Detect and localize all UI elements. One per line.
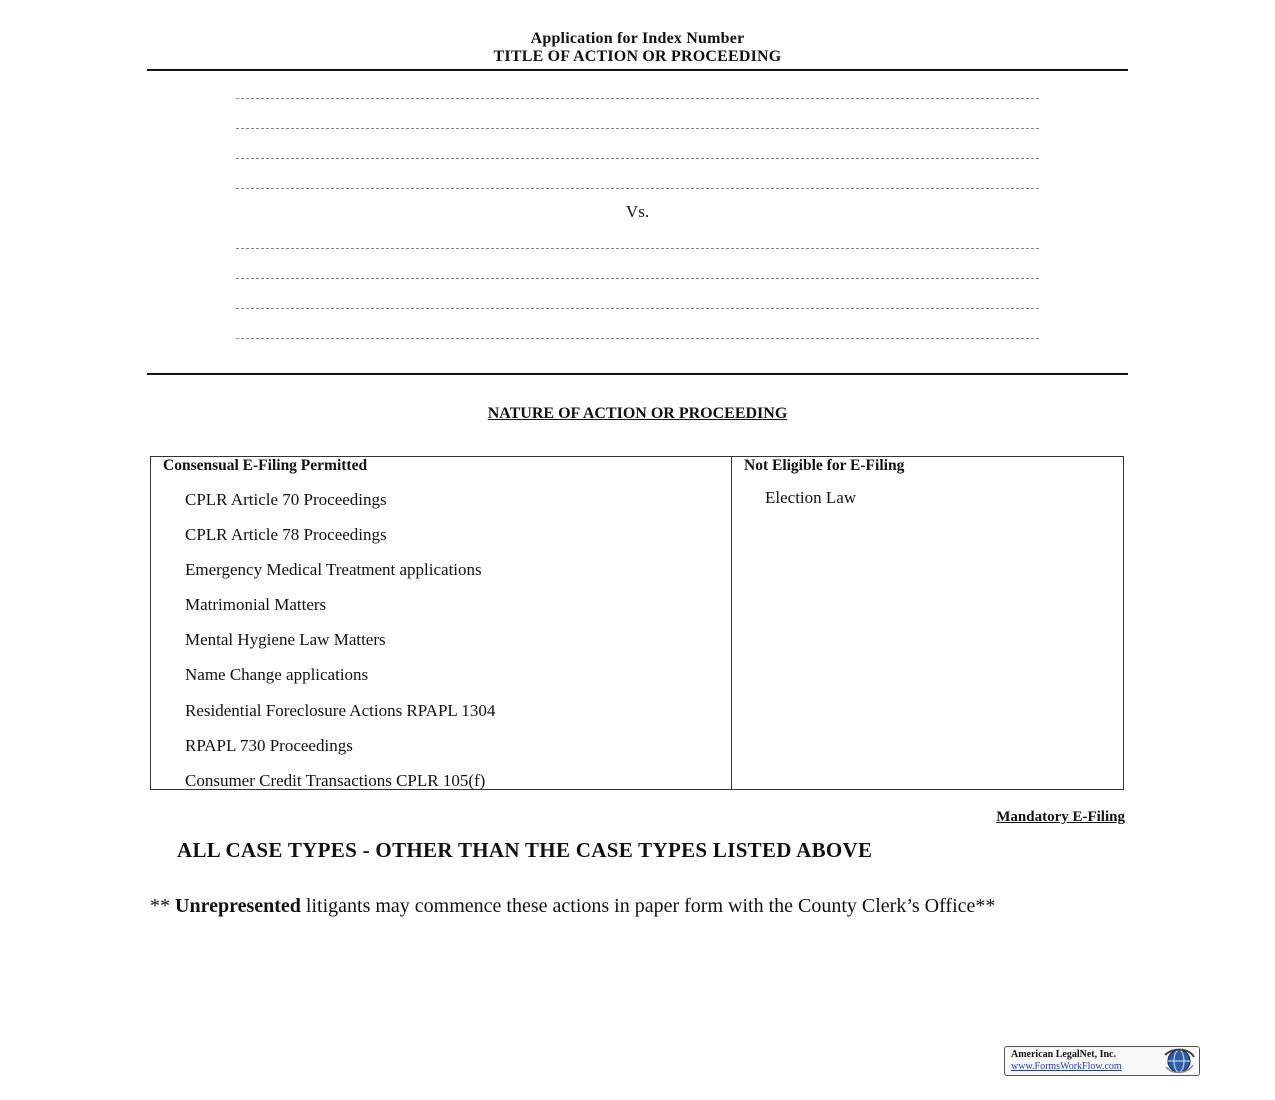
note-bold: Unrepresented — [175, 895, 301, 917]
note-prefix: ** — [150, 895, 175, 917]
list-item: Emergency Medical Treatment applications — [185, 560, 482, 579]
logo-company-name: American LegalNet, Inc. — [1011, 1049, 1116, 1060]
note-text: litigants may commence these actions in paper form with the County Clerk’s Office** — [300, 895, 996, 917]
bottom-rule — [147, 373, 1128, 375]
defendant-line[interactable] — [236, 278, 1039, 279]
defendant-line[interactable] — [236, 248, 1039, 249]
list-item: CPLR Article 70 Proceedings — [185, 490, 387, 509]
logo-url-link[interactable]: www.FormsWorkFlow.com — [1011, 1061, 1122, 1072]
section-title: TITLE OF ACTION OR PROCEEDING — [493, 48, 782, 65]
unrepresented-note — [150, 895, 1130, 917]
defendant-line[interactable] — [236, 308, 1039, 309]
plaintiff-line[interactable] — [236, 98, 1039, 99]
nature-heading: NATURE OF ACTION OR PROCEEDING — [487, 405, 788, 422]
mandatory-efiling-label: Mandatory E-Filing — [996, 809, 1125, 825]
plaintiff-line[interactable] — [236, 158, 1039, 159]
list-item: RPAPL 730 Proceedings — [185, 736, 353, 755]
form-title: Application for Index Number — [530, 30, 745, 47]
list-item: Consumer Credit Transactions CPLR 105(f) — [185, 771, 486, 790]
all-case-types-heading: ALL CASE TYPES - OTHER THAN THE CASE TYPES LISTED ABOVE — [177, 838, 873, 862]
list-item: Mental Hygiene Law Matters — [185, 630, 386, 649]
plaintiff-line[interactable] — [236, 128, 1039, 129]
list-item: Matrimonial Matters — [185, 595, 327, 614]
table-divider — [731, 456, 732, 790]
consensual-heading: Consensual E-Filing Permitted — [163, 457, 368, 474]
list-item: Residential Foreclosure Actions RPAPL 1304 — [185, 701, 496, 720]
list-item: Name Change applications — [185, 665, 369, 684]
list-item: Election Law — [765, 488, 857, 507]
defendant-line[interactable] — [236, 338, 1039, 339]
globe-logo-icon — [1163, 1048, 1195, 1074]
top-rule — [147, 69, 1128, 71]
plaintiff-line[interactable] — [236, 188, 1039, 189]
not-eligible-heading: Not Eligible for E-Filing — [744, 457, 905, 474]
list-item: CPLR Article 78 Proceedings — [185, 525, 387, 544]
versus-label: Vs. — [625, 202, 650, 221]
publisher-logo[interactable] — [1004, 1046, 1200, 1076]
